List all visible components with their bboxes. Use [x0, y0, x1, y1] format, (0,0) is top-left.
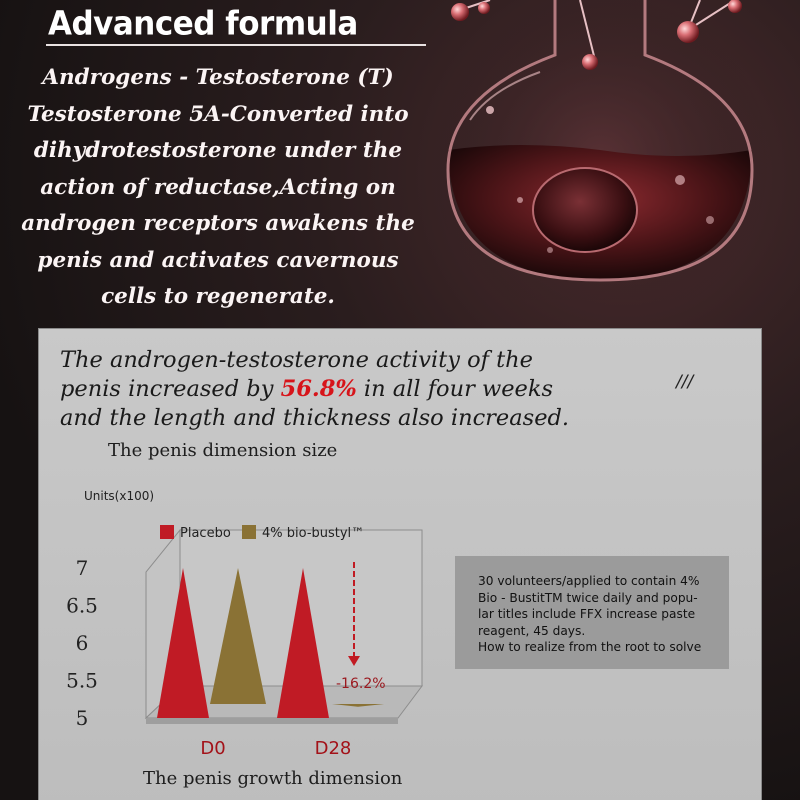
- claim-text-post: in all four weeks: [356, 376, 554, 402]
- claim-line: [60, 375, 620, 404]
- y-tick-label: 5: [75, 706, 89, 730]
- intro-line: action of reductase,Acting on: [40, 174, 396, 200]
- chart-caption: The penis growth dimension: [143, 768, 403, 789]
- legend-label: 4% bio-bustyl™: [262, 526, 365, 541]
- y-tick-label: 6.5: [66, 593, 98, 618]
- bubble: [675, 175, 685, 185]
- bubble: [547, 247, 553, 253]
- note-line: 30 volunteers/applied to contain 4%: [478, 574, 700, 588]
- y-unit-label: Units(x100): [84, 489, 155, 503]
- intro-line: cells to regenerate.: [101, 284, 335, 309]
- molecule-node: [478, 2, 490, 14]
- study-note: [478, 573, 714, 656]
- intro-line: penis and activates cavernous: [37, 247, 399, 273]
- note-line: How to realize from the root to solve: [478, 640, 702, 654]
- claim-highlight: 56.8%: [280, 376, 357, 402]
- page-title: Advanced formula: [48, 5, 358, 43]
- decrease-annotation: -16.2%: [336, 676, 386, 692]
- legend-label: Placebo: [180, 526, 231, 541]
- flask-illustration: [430, 0, 800, 300]
- x-category-label: D0: [200, 738, 226, 759]
- molecule-node: [451, 3, 469, 21]
- legend-swatch: [242, 525, 256, 539]
- y-tick-label: 5.5: [66, 668, 98, 693]
- note-line: reagent, 45 days.: [478, 623, 586, 638]
- bubble: [486, 106, 494, 114]
- y-tick-label: 7: [75, 556, 89, 580]
- intro-text: [18, 60, 418, 316]
- molecule-node: [728, 0, 742, 13]
- slash-decoration: ///: [676, 372, 694, 392]
- bubble: [517, 197, 523, 203]
- claim-text: [60, 346, 620, 433]
- intro-line: Testosterone 5A-Converted into: [27, 101, 409, 127]
- note-line: Bio - BustitTM twice daily and popu-: [478, 590, 698, 605]
- claim-text-pre: penis increased by: [60, 376, 281, 402]
- bubble: [706, 216, 714, 224]
- intro-line: androgen receptors awakens the: [21, 211, 415, 236]
- title-underline: [46, 44, 426, 46]
- legend-swatch: [160, 525, 174, 539]
- chart-subtitle: The penis dimension size: [108, 440, 338, 461]
- intro-line: Androgens - Testosterone (T): [42, 65, 394, 90]
- y-tick-label: 6: [75, 631, 89, 655]
- intro-line: dihydrotestosterone under the: [33, 138, 403, 163]
- claim-line: The androgen-testosterone activity of the: [60, 347, 533, 373]
- claim-line: and the length and thickness also increased.: [60, 405, 570, 431]
- chart-base-edge: [146, 718, 398, 724]
- note-line: lar titles include FFX increase paste: [478, 607, 696, 621]
- chart: [60, 480, 440, 770]
- molecule-node: [677, 21, 699, 43]
- x-category-label: D28: [314, 738, 352, 759]
- flask-cell: [533, 168, 637, 252]
- molecule-node: [582, 54, 598, 70]
